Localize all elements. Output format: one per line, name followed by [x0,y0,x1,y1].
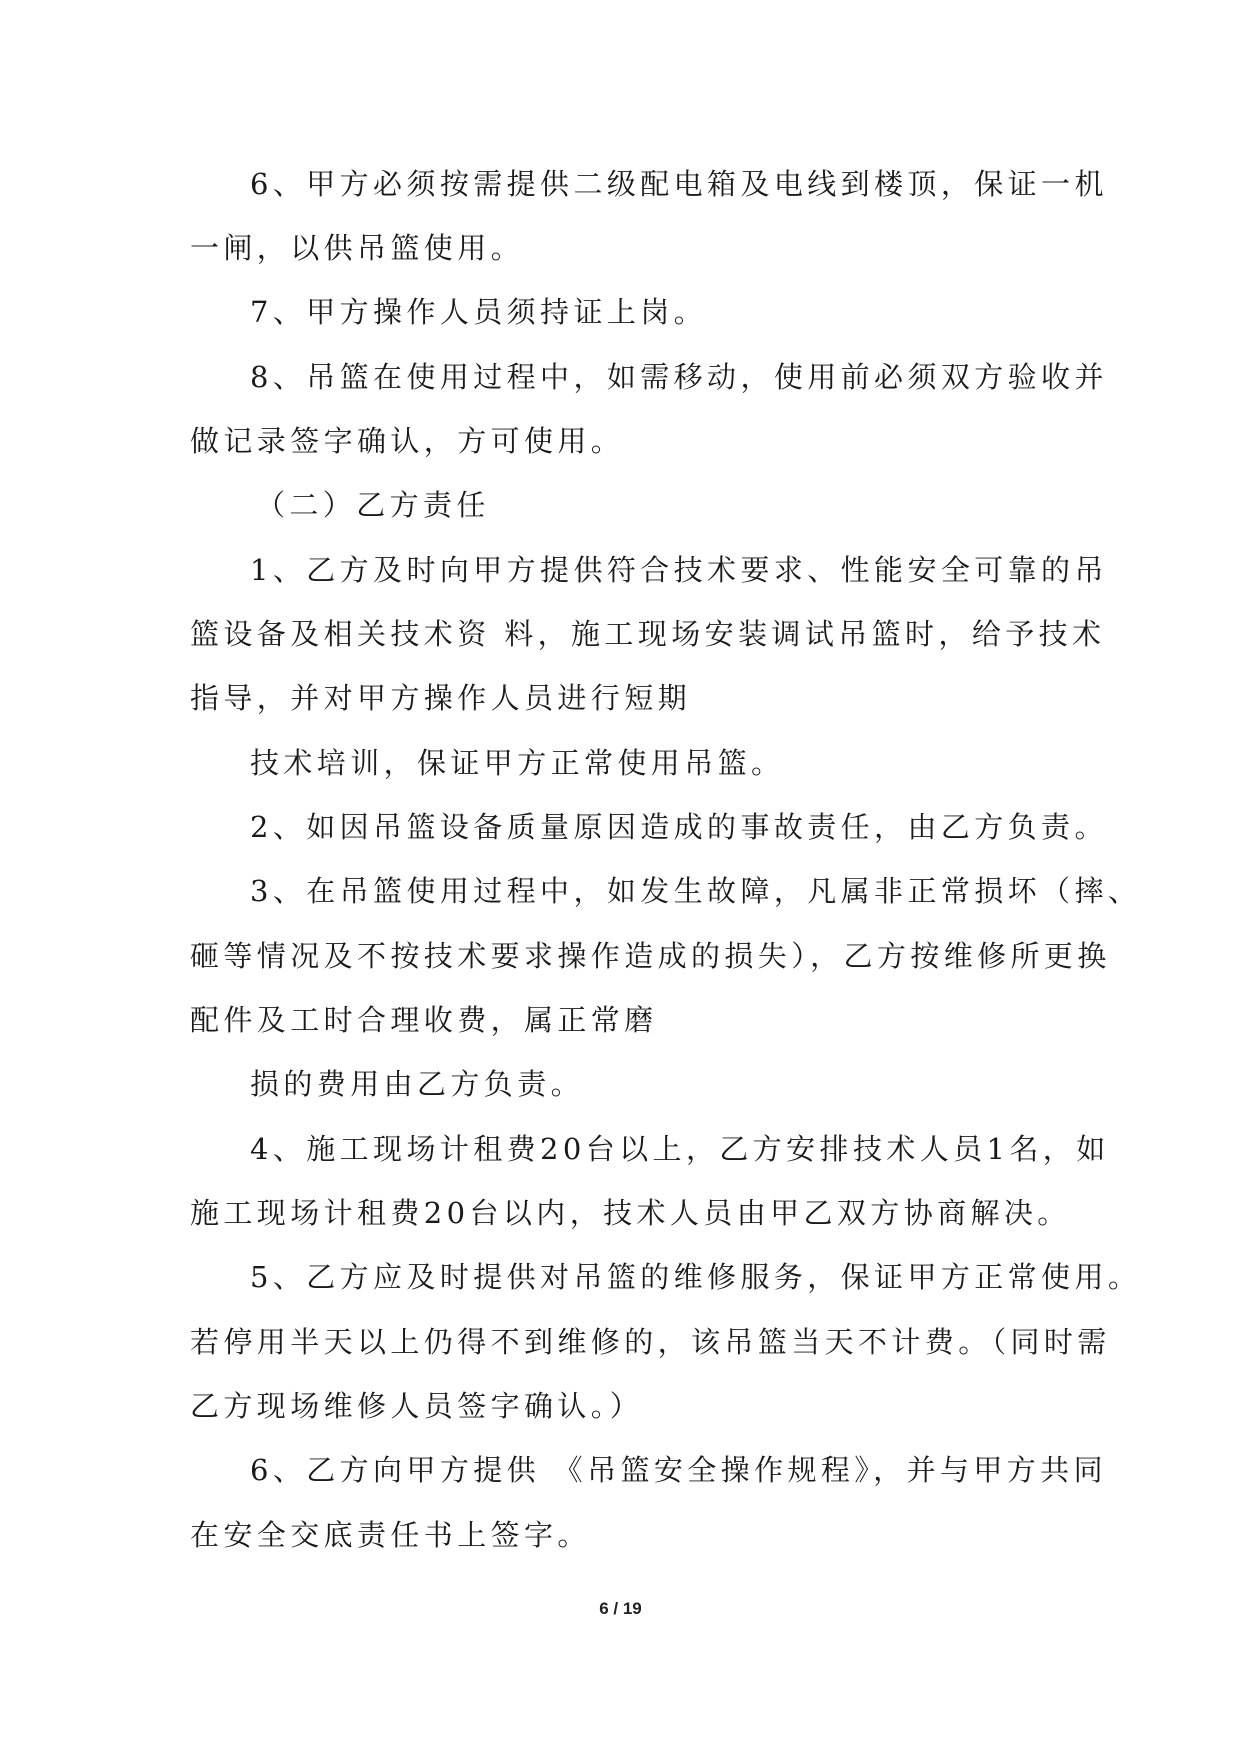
paragraph-line: 5、乙方应及时提供对吊篮的维修服务，保证甲方正常使用。 [250,1260,1142,1294]
paragraph-line: 7、甲方操作人员须持证上岗。 [250,295,708,329]
page-number: 6 / 19 [599,1599,642,1618]
paragraph-line: 4、施工现场计租费20台以上，乙方安排技术人员1名，如 [250,1132,1110,1166]
paragraph-line: 在安全交底责任书上签字。 [190,1518,591,1552]
paragraph-line: 施工现场计租费20台以内，技术人员由甲乙双方协商解决。 [190,1196,1071,1230]
paragraph-line: 篮设备及相关技术资 料，施工现场安装调试吊篮时，给予技术 [190,617,1106,651]
paragraph-line: 做记录签字确认，方可使用。 [190,424,625,458]
paragraph-line: 配件及工时合理收费，属正常磨 [190,1003,658,1037]
paragraph-line: 指导，并对甲方操作人员进行短期 [190,681,692,715]
paragraph-line: 损的费用由乙方负责。 [250,1067,585,1101]
paragraph-line: 技术培训，保证甲方正常使用吊篮。 [250,746,785,780]
paragraph-line: 砸等情况及不按技术要求操作造成的损失），乙方按维修所更换 [190,939,1111,973]
paragraph-line: 8、吊篮在使用过程中，如需移动，使用前必须双方验收并 [250,360,1108,394]
paragraph-line: 2、如因吊篮设备质量原因造成的事故责任，由乙方负责。 [250,810,1108,844]
paragraph-line: 3、在吊篮使用过程中，如发生故障，凡属非正常损坏（摔、 [250,874,1142,908]
paragraph-line: 6、乙方向甲方提供 《吊篮安全操作规程》，并与甲方共同 [250,1453,1107,1487]
paragraph-line: 乙方现场维修人员签字确认。） [190,1389,644,1423]
section-heading: （二）乙方责任 [256,488,490,522]
paragraph-line: 1、乙方及时向甲方提供符合技术要求、性能安全可靠的吊 [250,553,1108,587]
paragraph-line: 若停用半天以上仍得不到维修的，该吊篮当天不计费。（同时需 [190,1325,1111,1359]
paragraph-line: 6、甲方必须按需提供二级配电箱及电线到楼顶，保证一机 [250,167,1108,201]
paragraph-line: 一闸，以供吊篮使用。 [190,231,525,265]
